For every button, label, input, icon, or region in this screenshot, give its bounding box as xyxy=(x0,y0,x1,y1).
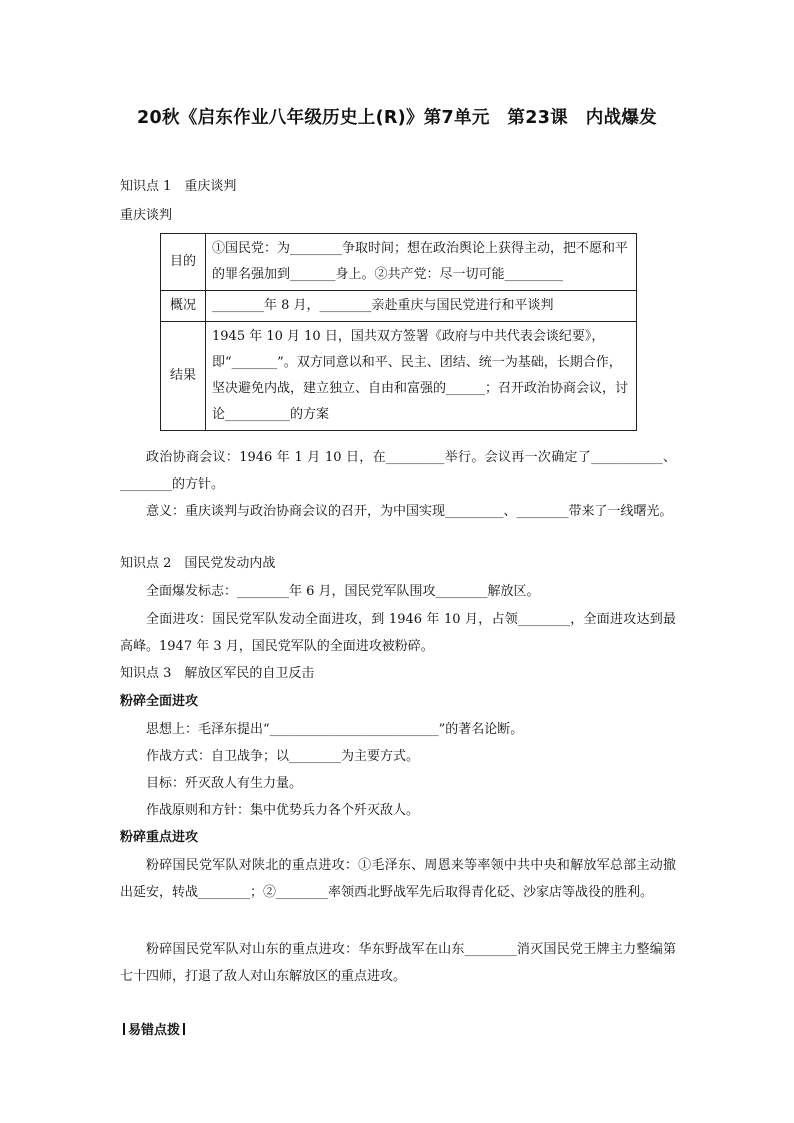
row-text: ①国民党：为________争取时间；想在政治舆论上获得主动，把不愿和平的罪名强加到_______身上。②共产党：尽一切可能_________ xyxy=(206,234,637,291)
outbreak-paragraph: 全面爆发标志：________年 6 月，国民党军队围攻________解放区。 xyxy=(146,584,540,599)
kp3-subheading-1: 粉碎全面进攻 xyxy=(120,694,199,709)
combat-mode-line: 作战方式：自卫战争；以________为主要方式。 xyxy=(146,749,420,764)
chongqing-table xyxy=(160,233,637,431)
table-row xyxy=(161,322,637,431)
zhengxie-paragraph: 政治协商会议：1946 年 1 月 10 日，在_________举行。会议再一次确定了___________、________的方针。 xyxy=(120,450,676,492)
thought-line: 思想上：毛泽东提出“__________________________”的著名论断。 xyxy=(146,722,524,737)
goal-line: 目标：歼灭敌人有生力量。 xyxy=(146,776,303,791)
table-row xyxy=(161,234,637,291)
kp2-heading: 知识点 2 国民党发动内战 xyxy=(120,556,276,571)
kp3-heading: 知识点 3 解放区军民的自卫反击 xyxy=(120,666,315,681)
error-tips-heading xyxy=(120,1019,188,1038)
row-text: ________年 8 月，________亲赴重庆与国民党进行和平谈判 xyxy=(206,291,637,322)
row-text: 1945 年 10 月 10 日，国共双方签署《政府与中共代表会谈纪要》，即“_______”。双方同意以和平、民主、团结、统一为基础，长期合作，坚决避免内战，建立独立、自由和富强的______；召开政治协商会议，讨论__________的方案 xyxy=(206,322,637,431)
page-title: 20秋《启东作业八年级历史上(R)》第7单元 第23课 内战爆发 xyxy=(137,108,657,128)
principle-line: 作战原则和方针：集中优势兵力各个歼灭敌人。 xyxy=(146,803,420,818)
kp1-subheading: 重庆谈判 xyxy=(120,208,173,223)
table-row xyxy=(161,291,637,322)
bar-left-icon xyxy=(123,1023,125,1035)
error-tips-label: 易错点拨 xyxy=(128,1023,181,1038)
shaanbei-paragraph: 粉碎国民党军队对陕北的重点进攻：①毛泽东、周恩来等率领中共中央和解放军总部主动撤出延安，转战________；②________率领西北野战军先后取得青化砭、沙家店等战役的胜利。 xyxy=(120,858,676,900)
bar-right-icon xyxy=(183,1023,185,1035)
significance-paragraph: 意义：重庆谈判与政治协商会议的召开，为中国实现_________、________带来了一线曙光。 xyxy=(146,504,673,519)
row-label: 目的 xyxy=(161,234,206,291)
shandong-paragraph: 粉碎国民党军队对山东的重点进攻：华东野战军在山东________消灭国民党王牌主力整编第七十四师，打退了敌人对山东解放区的重点进攻。 xyxy=(120,942,676,984)
offensive-paragraph: 全面进攻：国民党军队发动全面进攻，到 1946 年 10 月，占领________，全面进攻达到最高峰。1947 年 3 月，国民党军队的全面进攻被粉碎。 xyxy=(120,612,676,654)
kp1-heading: 知识点 1 重庆谈判 xyxy=(120,179,237,194)
kp3-subheading-2: 粉碎重点进攻 xyxy=(120,830,199,845)
row-label: 结果 xyxy=(161,322,206,431)
row-label: 概况 xyxy=(161,291,206,322)
